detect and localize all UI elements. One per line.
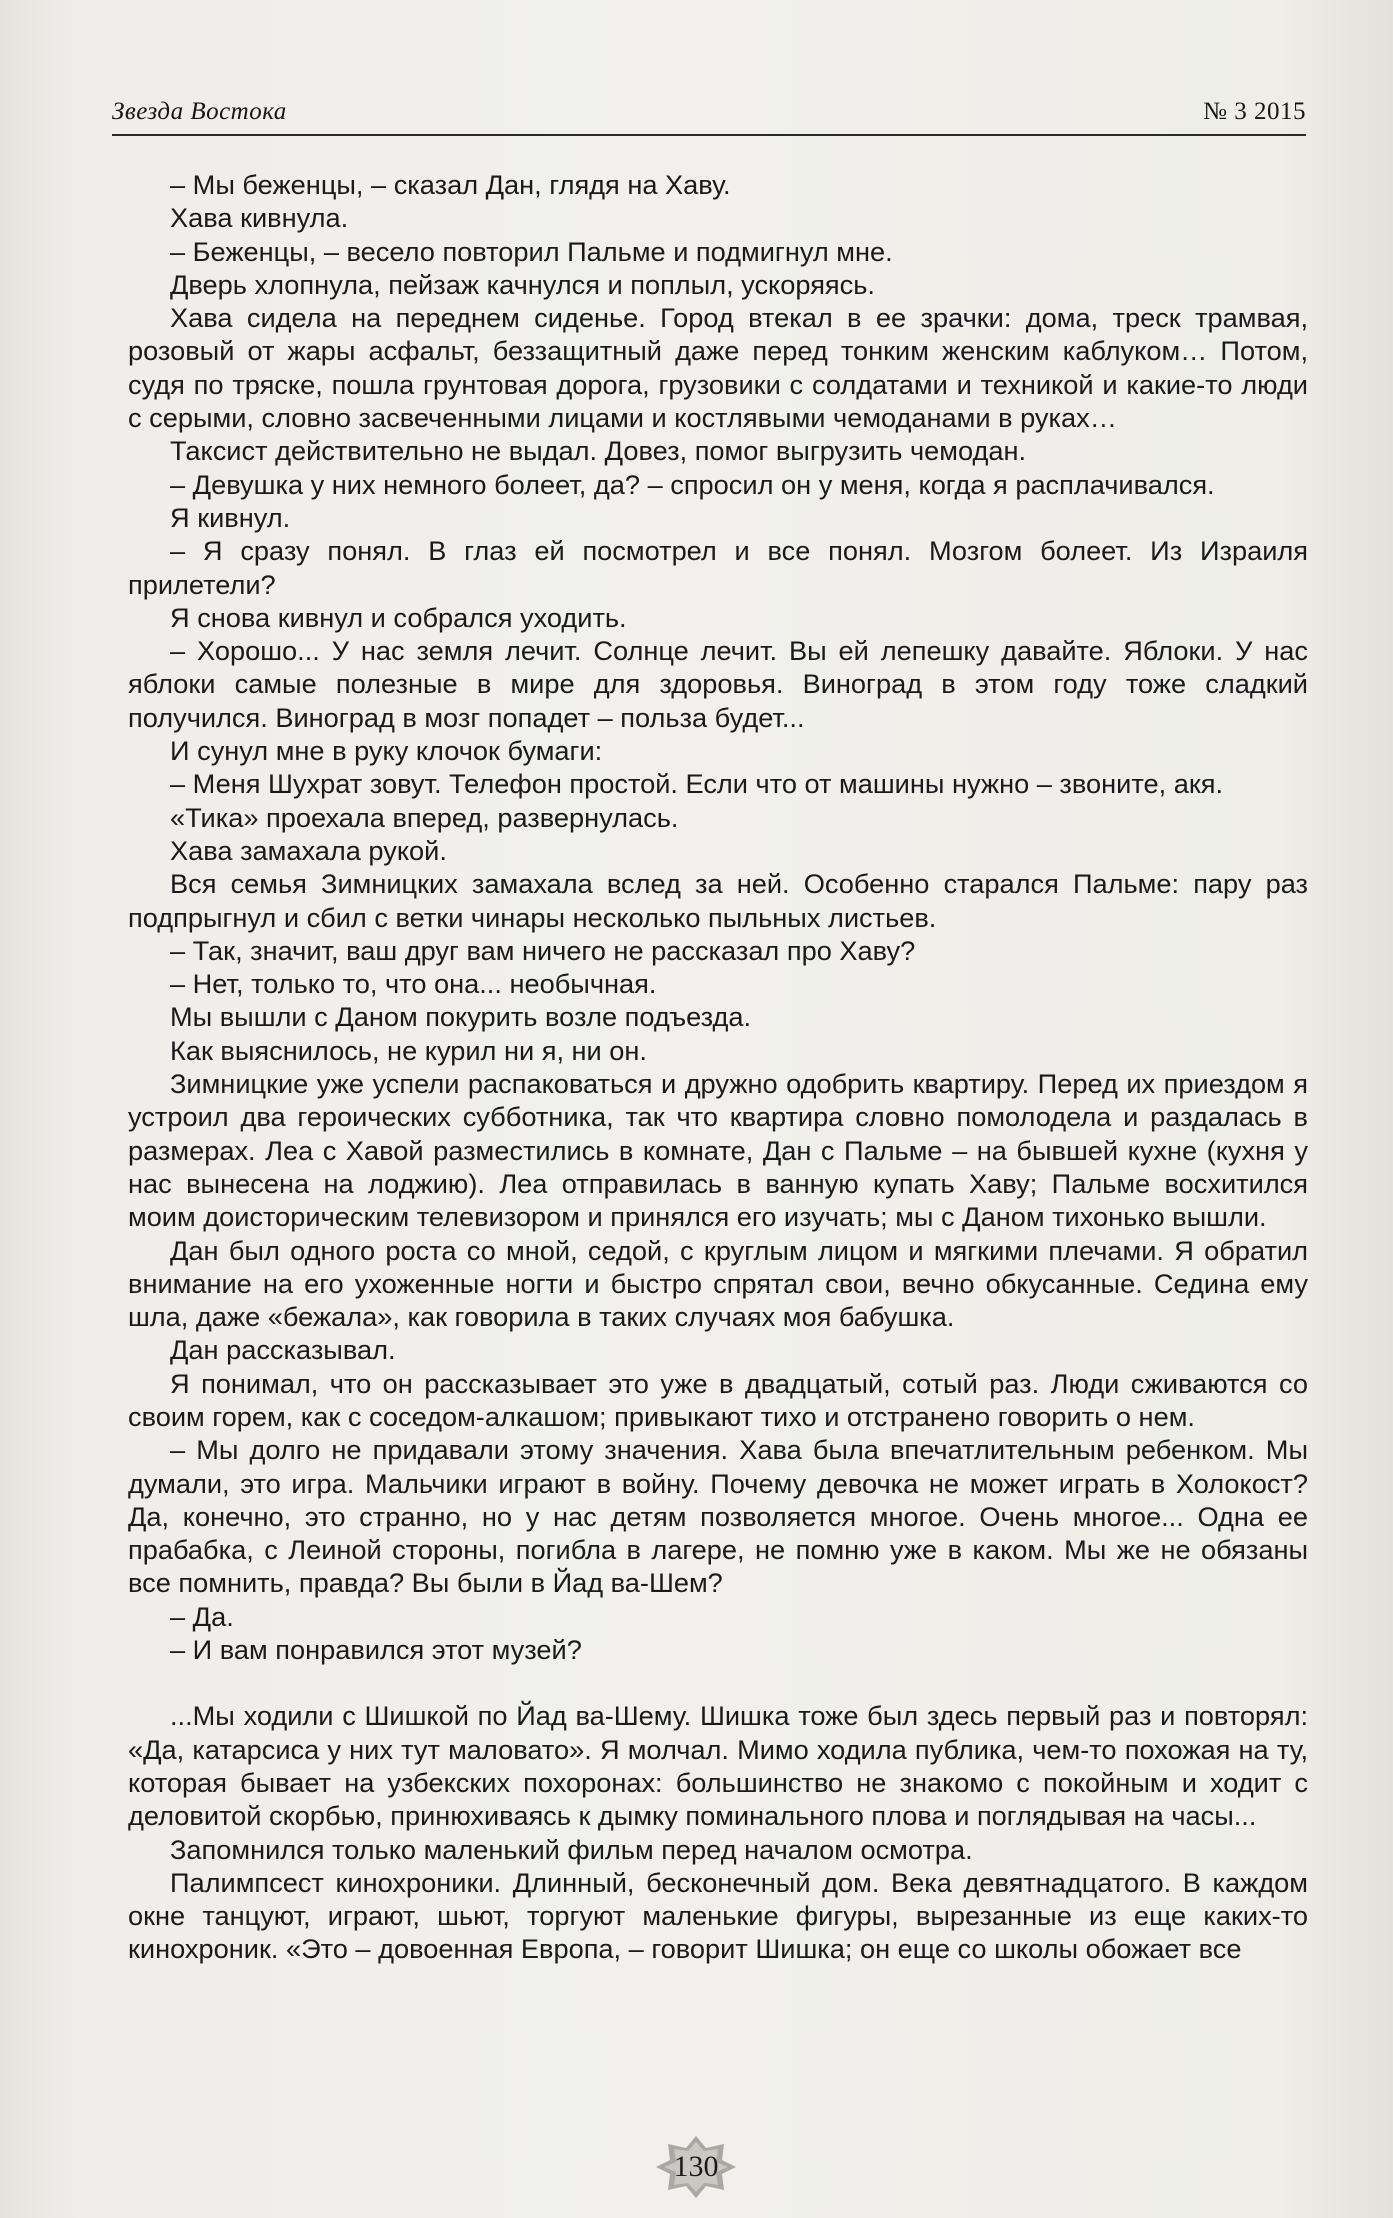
paragraph: – Так, значит, ваш друг вам ничего не рассказал про Хаву?: [170, 934, 916, 966]
paragraph: Хава замахала рукой.: [170, 834, 447, 866]
paragraph: Хава кивнула.: [170, 202, 349, 234]
paragraph: – Девушка у них немного болеет, да? – спросил он у меня, когда я расплачивался.: [170, 468, 1215, 500]
paragraph: Мы вышли с Даном покурить возле подъезда.: [170, 1001, 752, 1033]
page-number-badge: [656, 2136, 736, 2198]
paragraph: Я снова кивнул и собрался уходить.: [170, 601, 627, 633]
paragraph: «Тика» проехала вперед, развернулась.: [170, 801, 679, 833]
paragraph: – Да.: [170, 1600, 234, 1632]
issue-number: № 3 2015: [1203, 98, 1306, 125]
paragraph: Как выяснилось, не курил ни я, ни он.: [170, 1034, 647, 1066]
paragraph: – Я сразу понял. В глаз ей посмотрел и все понял. Мозгом болеет. Из Израиля прилетели?: [128, 535, 1308, 600]
paragraph: Дан был одного роста со мной, седой, с круглым лицом и мягкими плечами. Я обратил внимание на его ухоженные ногти и быстро спрятал свои, вечно обкусанные. Седина ему шла, даже «бежала», как говорила в таких случаях моя бабушка.: [128, 1234, 1308, 1333]
paragraph: – Мы долго не придавали этому значения. Хава была впечатлительным ребенком. Мы думали, это игра. Мальчики играют в войну. Почему девочка не может играть в Холокост? Да, конечно, это странно, но у нас детям позволяется многое. Очень многое... Одна ее прабабка, с Леиной стороны, погибла в лагере, не помню уже в каком. Мы же не обязаны все помнить, правда? Вы были в Йад ва-Шем?: [128, 1434, 1308, 1599]
paragraph: Я понимал, что он рассказывает это уже в двадцатый, сотый раз. Люди сживаются со своим горем, как с соседом-алкашом; привыкают тихо и отстранено говорить о нем.: [128, 1367, 1308, 1432]
paragraph: Зимницкие уже успели распаковаться и дружно одобрить квартиру. Перед их приездом я устроил два героических субботника, так что квартира словно помолодела и раздалась в размерах. Леа с Хавой разместились в комнате, Дан с Пальме – на бывшей кухне (кухня у нас вынесена на лоджию). Леа отправилась в ванную купать Хаву; Пальме восхитился моим доисторическим телевизором и принялся его изучать; мы с Даном тихонько вышли.: [128, 1068, 1308, 1233]
paragraph: – Нет, только то, что она... необычная.: [170, 968, 657, 1000]
page-number: 130: [673, 2150, 719, 2183]
paragraph: ...Мы ходили с Шишкой по Йад ва-Шему. Шишка тоже был здесь первый раз и повторял: «Да, катарсиса у них тут маловато». Я молчал. Мимо ходила публика, чем-то похожая на ту, которая бывает на узбекских похоронах: большинство не знакомо с покойным и ходит с деловитой скорбью, принюхиваясь к дымку поминального плова и поглядывая на часы...: [128, 1700, 1308, 1832]
paragraph: Запомнился только маленький фильм перед началом осмотра.: [170, 1833, 973, 1865]
paragraph: Дверь хлопнула, пейзаж качнулся и поплыл, ускоряясь.: [170, 268, 875, 300]
paragraph: И сунул мне в руку клочок бумаги:: [170, 735, 603, 767]
paragraph: – И вам понравился этот музей?: [170, 1634, 582, 1666]
running-header: [112, 92, 1306, 136]
paragraph: – Хорошо... У нас земля лечит. Солнце лечит. Вы ей лепешку давайте. Яблоки. У нас яблоки самые полезные в мире для здоровья. Виноград в этом году тоже сладкий получился. Виноград в мозг попадет – польза будет...: [128, 635, 1308, 733]
paragraph: – Меня Шухрат зовут. Телефон простой. Если что от машины нужно – звоните, акя.: [170, 768, 1224, 800]
paragraph: Палимпсест кинохроники. Длинный, бесконечный дом. Века девятнадцатого. В каждом окне танцуют, играют, шьют, торгуют маленькие фигуры, вырезанные из еще каких-то кинохроник. «Это – довоенная Европа, – говорит Шишка; он еще со школы обожает все: [128, 1866, 1308, 1965]
article-text: [128, 168, 1308, 1966]
paragraph: Таксист действительно не выдал. Довез, помог выгрузить чемодан.: [170, 435, 1027, 467]
journal-title: Звезда Востока: [112, 98, 287, 125]
paragraph: Дан рассказывал.: [170, 1334, 396, 1366]
paragraph: – Беженцы, – весело повторил Пальме и подмигнул мне.: [170, 235, 893, 267]
paragraph: Вся семья Зимницких замахала вслед за ней. Особенно старался Пальме: пару раз подпрыгнул и сбил с ветки чинары несколько пыльных листьев.: [128, 868, 1308, 933]
paragraph: – Мы беженцы, – сказал Дан, глядя на Хаву.: [170, 169, 731, 200]
paragraph: Хава сидела на переднем сиденье. Город втекал в ее зрачки: дома, треск трамвая, розовый от жары асфальт, беззащитный даже перед тонким женским каблуком… Потом, судя по тряске, пошла грунтовая дорога, грузовики с солдатами и техникой и какие-то люди с серыми, словно засвеченными лицами и костлявыми чемоданами в руках…: [128, 302, 1308, 434]
paragraph: Я кивнул.: [170, 501, 291, 533]
